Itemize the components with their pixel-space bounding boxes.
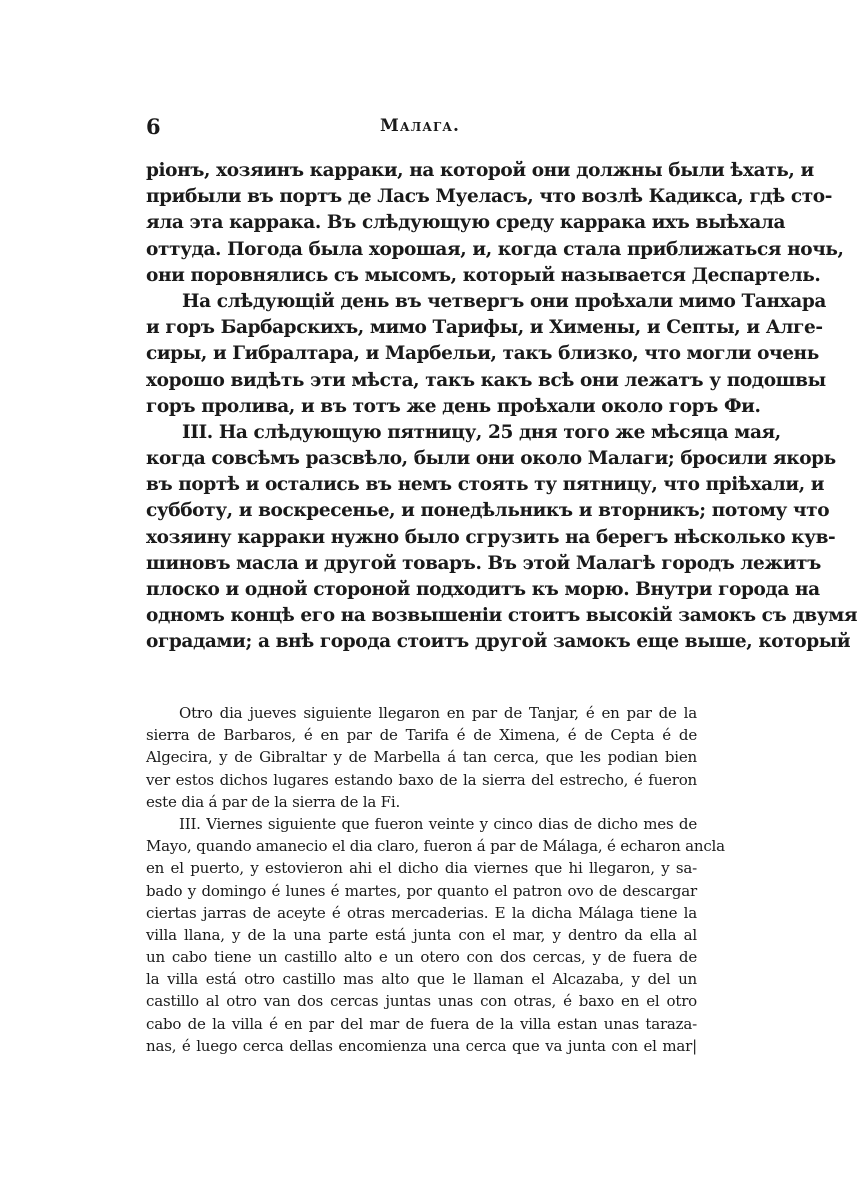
text-line: оттуда. Погода была хорошая, и, когда стала приближаться ночь, [146,238,844,260]
paragraph [146,813,725,1057]
text-line: ver estos dichos lugares estando baxo de la sierra del estrecho, é fueron [146,770,697,789]
text-line: субботу, и воскресенье, и понедѣльникъ и вторникъ; потому что [146,500,830,522]
text-line: III. Viernes siguiente que fueron veinte y cinco dias de dicho mes de [179,814,697,833]
text-line: хозяину карраки нужно было сгрузить на берегъ нѣсколько кув- [146,526,836,548]
text-line: un cabo tiene un castillo alto e un otero con dos cercas, y de fuera de [146,948,697,967]
text-line: яла эта каррака. Въ слѣдующую среду каррака ихъ выѣхала [146,212,786,234]
text-line: bado y domingo é lunes é martes, por quanto el patron ovo de descargar [146,881,697,900]
text-line: nas, é luego cerca dellas encomienza una cerca que va junta con el mar| [146,1036,697,1055]
paragraph [146,702,697,813]
page-number: 6 [146,114,161,139]
text-line: въ портѣ и остались въ немъ стоять ту пятницу, что пріѣхали, и [146,474,825,496]
paragraph [146,289,826,420]
text-line: они поровнялись съ мысомъ, который называется Деспартель. [146,264,821,286]
text-line: плоско и одной стороной подходитъ къ морю. Внутри города на [146,579,820,600]
text-line: la villa está otro castillo mas alto que le llaman el Alcazaba, y del un [146,970,697,989]
text-line: este dia á par de la sierra de la Fi. [146,792,401,811]
text-line: Mayo, quando amanecio el dia claro, fueron á par de Málaga, é echaron ancla [146,837,725,856]
text-line: sierra de Barbaros, é en par de Tarifa é de Ximena, é de Cepta é de [146,726,697,745]
text-line: одномъ концѣ его на возвышеніи стоитъ высокій замокъ съ двумя [146,605,857,627]
text-line: Otro dia jueves siguiente llegaron en par de Tanjar, é en par de la [179,704,697,722]
text-line: горъ пролива, и въ тотъ же день проѣхали около горъ Фи. [146,395,761,417]
text-line: en el puerto, y estovieron ahi el dicho dia viernes que hi llegaron, y sa- [146,859,697,878]
text-line: и горъ Барбарскихъ, мимо Тарифы, и Химены, и Септы, и Алге- [146,317,823,339]
running-title: Малага. [380,116,460,136]
paragraph [146,158,844,289]
text-line: сиры, и Гибралтара, и Марбельи, такъ близко, что могли очень [146,343,819,365]
russian-translation-text [146,158,857,656]
text-line: cabo de la villa é en par del mar de fuera de la villa estan unas taraza- [146,1014,697,1033]
text-line: ciertas jarras de aceyte é otras mercaderias. E la dicha Málaga tiene la [146,903,697,922]
text-line: прибыли въ портъ де Ласъ Муеласъ, что возлѣ Кадикса, гдѣ сто- [146,186,833,208]
text-line: хорошо видѣть эти мѣста, такъ какъ всѣ они лежатъ у подошвы [146,369,826,391]
text-line: III. На слѣдующую пятницу, 25 дня того же мѣсяца мая, [182,421,781,443]
text-line: castillo al otro van dos cercas juntas unas con otras, é baxo en el otro [146,992,697,1011]
spanish-original-footnote-text [146,702,725,1057]
text-line: когда совсѣмъ разсвѣло, были они около Малаги; бросили якорь [146,448,836,470]
text-line: villa llana, y de la una parte está junta con el mar, y dentro da ella al [146,925,697,944]
text-line: На слѣдующій день въ четвергъ они проѣхали мимо Танхара [182,290,826,312]
text-line: ріонъ, хозяинъ карраки, на которой они должны были ѣхать, и [146,160,814,181]
text-line: Algecira, y de Gibraltar y de Marbella á tan cerca, que les podian bien [146,748,697,767]
text-line: шиновъ масла и другой товаръ. Въ этой Малагѣ городъ лежитъ [146,552,821,574]
paragraph [146,420,857,656]
text-line: оградами; а внѣ города стоитъ другой замокъ еще выше, который [146,631,851,653]
